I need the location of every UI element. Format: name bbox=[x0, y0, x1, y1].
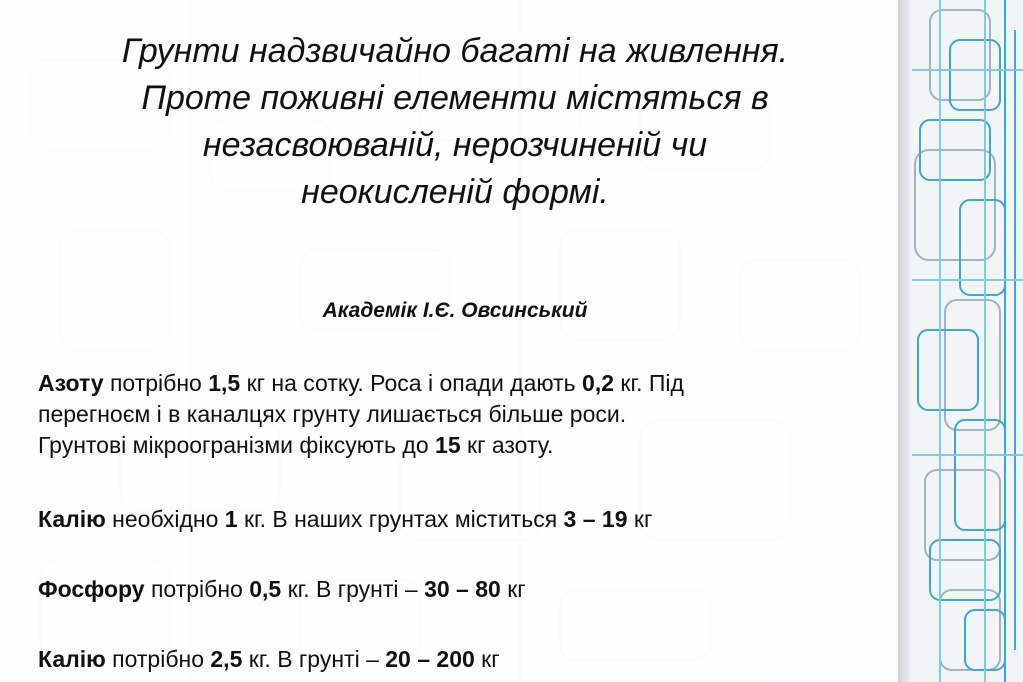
quote-line: Проте поживні елементи містяться в bbox=[141, 79, 769, 117]
phosphorus-soil-range: 30 – 80 bbox=[424, 576, 501, 602]
text-fragment: кг bbox=[474, 646, 500, 672]
text-fragment: кг bbox=[500, 576, 526, 602]
text-fragment: потрібно bbox=[103, 370, 209, 396]
nitrogen-line-1 bbox=[38, 368, 888, 399]
text-fragment: кг на сотку. Роса і опади дають bbox=[240, 370, 583, 396]
quote-text bbox=[20, 28, 890, 216]
quote-author: Академік І.Є. Овсинський bbox=[322, 299, 588, 322]
quote-line: Грунти надзвичайно багаті на живлення. bbox=[121, 32, 789, 70]
text-fragment: потрібно bbox=[105, 646, 211, 672]
phosphorus-need-value: 0,5 bbox=[249, 576, 282, 602]
quote-line: незасвоюваній, нерозчиненій чи bbox=[202, 126, 708, 164]
potassium-term: Калію bbox=[38, 646, 106, 672]
phosphorus-term: Фосфору bbox=[38, 576, 145, 602]
nitrogen-line-3 bbox=[38, 430, 888, 461]
quote-line: неокисленій формі. bbox=[301, 173, 609, 211]
potassium-need-value: 2,5 bbox=[210, 646, 243, 672]
text-fragment: необхідно bbox=[105, 506, 225, 532]
text-fragment: кг bbox=[627, 506, 653, 532]
text-fragment: потрібно bbox=[144, 576, 250, 602]
slide-shadow bbox=[898, 0, 912, 682]
potassium-paragraph-1 bbox=[38, 504, 888, 535]
phosphorus-paragraph bbox=[38, 574, 888, 605]
potassium-need-value: 1 bbox=[224, 506, 238, 532]
potassium-paragraph-2 bbox=[38, 644, 888, 675]
text-fragment: кг. В грунті – bbox=[242, 646, 386, 672]
text-fragment: кг азоту. bbox=[460, 432, 554, 458]
text-fragment: Грунтові мікроогранізми фіксують до bbox=[38, 432, 436, 458]
text-fragment: кг. Під bbox=[614, 370, 684, 396]
nitrogen-need-value: 1,5 bbox=[208, 370, 241, 396]
dew-value: 0,2 bbox=[582, 370, 615, 396]
nitrogen-line-2: перегноєм і в каналцях грунту лишається більше роси. bbox=[38, 401, 627, 427]
potassium-soil-range: 3 – 19 bbox=[563, 506, 628, 532]
potassium-soil-range: 20 – 200 bbox=[385, 646, 475, 672]
microorganism-value: 15 bbox=[435, 432, 461, 458]
text-fragment: кг. В наших грунтах міститься bbox=[237, 506, 564, 532]
nitrogen-paragraph bbox=[38, 368, 888, 461]
nitrogen-term: Азоту bbox=[38, 370, 104, 396]
text-fragment: кг. В грунті – bbox=[281, 576, 425, 602]
potassium-term: Калію bbox=[38, 506, 106, 532]
